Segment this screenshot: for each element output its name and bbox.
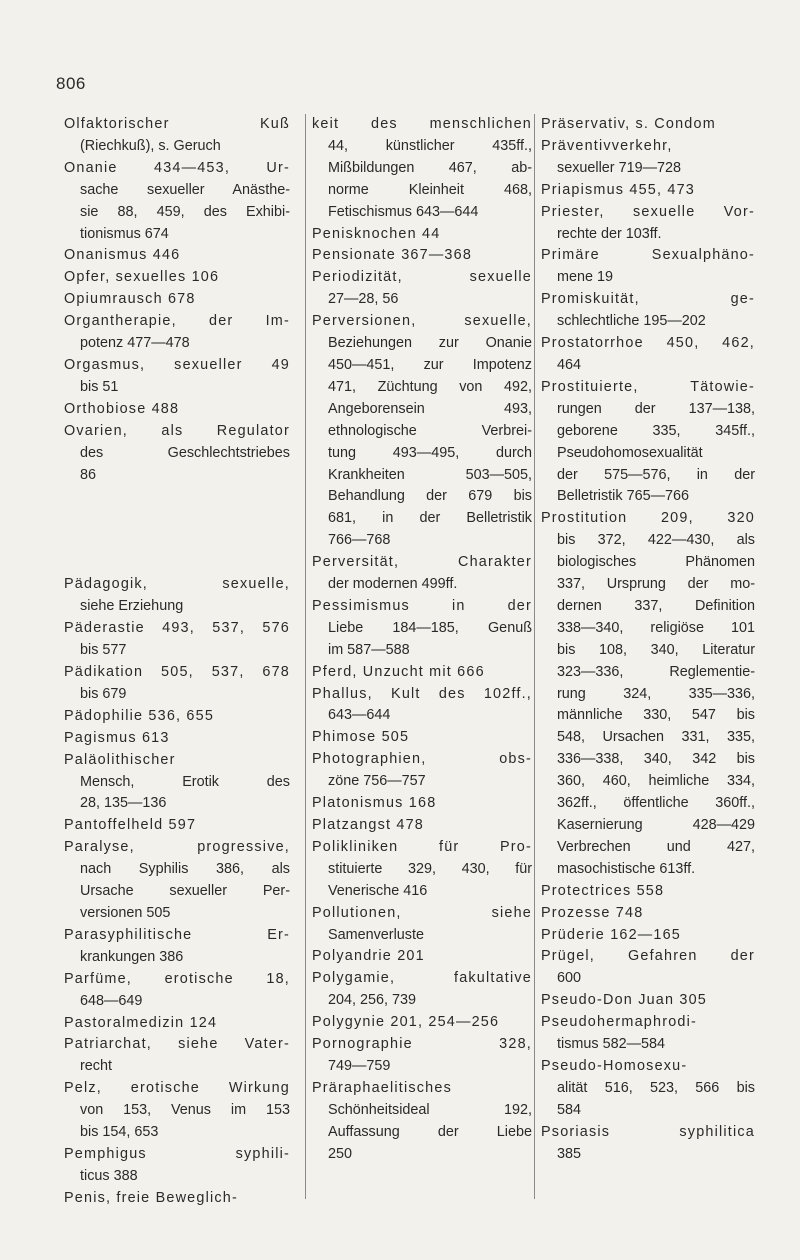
index-entry-continuation: alität 516, 523, 566 bis: [557, 1079, 755, 1096]
index-entry-continuation: Belletristik 765—766: [557, 488, 689, 505]
index-entry-heading: Perversionen, sexuelle,: [312, 313, 532, 330]
index-entry: [64, 969, 290, 1013]
index-entry-heading: Orgasmus, sexueller 49: [64, 356, 290, 373]
index-entry: [64, 815, 290, 837]
index-entry-continuation: biologisches Phänomen: [557, 554, 755, 571]
index-entry-continuation: von 153, Venus im 153: [80, 1102, 290, 1119]
index-entry: [541, 377, 755, 508]
index-entry-heading: Orthobiose 488: [64, 400, 180, 417]
index-entry-continuation: des Geschlechtstriebes: [80, 444, 290, 461]
index-entry-heading: Patriarchat, siehe Vater-: [64, 1036, 290, 1053]
index-entry: [541, 881, 755, 903]
index-entry-heading: Pollutionen, siehe: [312, 904, 532, 921]
index-entry-continuation: Verbrechen und 427,: [557, 838, 755, 855]
index-entry-continuation: Ursache sexueller Per-: [80, 883, 290, 900]
index-entry-heading: Opfer, sexuelles 106: [64, 269, 220, 286]
index-entry-heading: Polikliniken für Pro-: [312, 838, 532, 855]
index-entry-continuation: Venerische 416: [328, 882, 428, 899]
index-entry-heading: Promiskuität, ge-: [541, 291, 755, 308]
index-entry: [312, 793, 532, 815]
index-entry: [64, 1144, 290, 1188]
index-entry-heading: Parfüme, erotische 18,: [64, 970, 290, 987]
index-entry: [541, 946, 755, 990]
index-entry: [541, 990, 755, 1012]
index-entry-continuation: versionen 505: [80, 905, 171, 921]
index-entry: [312, 1078, 532, 1166]
index-entry-continuation: 323—336, Reglementie-: [557, 663, 755, 680]
index-entry-heading: Polygamie, fakultative: [312, 970, 532, 987]
index-entry-continuation: 450—451, zur Impotenz: [328, 356, 532, 373]
index-entry-heading: Pädagogik, sexuelle,: [64, 576, 290, 593]
index-entry-heading: Pseudo-Don Juan 305: [541, 992, 708, 1009]
index-entry: [541, 508, 755, 880]
index-entry: [541, 1012, 755, 1056]
index-entry-continuation: der modernen 499ff.: [328, 576, 458, 593]
index-entry-heading: Periodizität, sexuelle: [312, 269, 532, 286]
index-entry-heading: Pessimismus in der: [312, 597, 532, 614]
index-entry-heading: Protectrices 558: [541, 882, 665, 899]
index-entry: [312, 245, 532, 267]
index-columns: [0, 114, 800, 1234]
index-entry-continuation: 86: [80, 466, 97, 483]
index-entry-continuation: sie 88, 459, des Exhibi-: [80, 203, 290, 220]
section-gap: [64, 486, 290, 574]
index-entry: [312, 311, 532, 552]
index-entry-continuation: norme Kleinheit 468,: [328, 181, 532, 198]
index-entry-continuation: Beziehungen zur Onanie: [328, 335, 532, 352]
index-entry-heading: Prostituierte, Tätowie-: [541, 378, 755, 395]
index-entry-continuation: siehe Erziehung: [80, 598, 184, 615]
index-entry-heading: Paläolithischer: [64, 751, 176, 768]
index-entry: [541, 333, 755, 377]
index-entry-heading: Organtherapie, der Im-: [64, 313, 290, 330]
index-entry-heading: Pelz, erotische Wirkung: [64, 1080, 290, 1097]
index-entry-heading: Onanismus 446: [64, 247, 181, 264]
index-entry: [64, 245, 290, 267]
index-entry: [541, 136, 755, 180]
index-entry-heading: Penis, freie Beweglich-: [64, 1189, 238, 1206]
index-entry: [312, 968, 532, 1012]
index-entry-heading: Phimose 505: [312, 729, 410, 746]
index-entry: [64, 750, 290, 816]
index-entry-heading: Phallus, Kult des 102ff.,: [312, 685, 532, 702]
index-entry-heading: Pastoralmedizin 124: [64, 1014, 218, 1031]
index-entry-heading: Pseudohermaphrodi-: [541, 1014, 697, 1031]
index-entry-heading: Photographien, obs-: [312, 751, 532, 768]
index-entry: [312, 596, 532, 662]
index-entry-continuation: rungen der 137—138,: [557, 400, 755, 417]
index-entry-heading: Prüderie 162—165: [541, 926, 682, 943]
index-entry-continuation: Behandlung der 679 bis: [328, 488, 532, 505]
index-entry: [64, 421, 290, 487]
index-entry-heading: keit des menschlichen: [312, 116, 532, 132]
index-entry: [312, 837, 532, 903]
index-entry: [541, 925, 755, 947]
index-entry-continuation: ethnologische Verbrei-: [328, 422, 532, 439]
index-entry-continuation: tung 493—495, durch: [328, 444, 532, 461]
index-entry-continuation: (Riechkuß), s. Geruch: [80, 137, 221, 154]
index-entry: [64, 267, 290, 289]
index-entry-heading: Präservativ, s. Condom: [541, 116, 716, 132]
index-entry-heading: Pferd, Unzucht mit 666: [312, 663, 485, 680]
index-entry-continuation: 336—338, 340, 342 bis: [557, 751, 755, 768]
index-entry: [64, 925, 290, 969]
index-entry-continuation: 44, künstlicher 435ff.,: [328, 137, 532, 154]
index-entry-heading: Pseudo-Homosexu-: [541, 1057, 688, 1074]
index-entry-continuation: Krankheiten 503—505,: [328, 466, 532, 483]
index-entry: [312, 749, 532, 793]
index-entry-heading: Priapismus 455, 473: [541, 181, 695, 198]
index-entry-continuation: 548, Ursachen 331, 335,: [557, 729, 755, 746]
index-entry-continuation: Kasernierung 428—429: [557, 817, 755, 833]
index-entry: [64, 114, 290, 158]
index-entry-continuation: ticus 388: [80, 1167, 138, 1184]
index-entry: [64, 728, 290, 750]
index-entry: [312, 903, 532, 947]
index-entry-heading: Penisknochen 44: [312, 225, 441, 242]
index-entry: [541, 289, 755, 333]
index-entry-continuation: 681, in der Belletristik: [328, 510, 532, 527]
index-entry-continuation: masochistische 613ff.: [557, 860, 696, 877]
index-entry-heading: Präraphaelitisches: [312, 1079, 452, 1096]
index-entry: [64, 355, 290, 399]
index-column-3: [534, 114, 755, 1199]
index-entry-heading: Polygynie 201, 254—256: [312, 1014, 500, 1031]
index-entry: [64, 399, 290, 421]
index-entry: [64, 1034, 290, 1078]
index-entry-continuation: 362ff., öffentliche 360ff.,: [557, 795, 755, 812]
index-entry-heading: Päderastie 493, 537, 576: [64, 620, 290, 637]
page-number: 806: [56, 74, 86, 93]
index-entry: [64, 837, 290, 925]
index-entry: [64, 1188, 290, 1210]
index-entry-continuation: 27—28, 56: [328, 291, 399, 308]
index-entry-continuation: 204, 256, 739: [328, 992, 417, 1009]
index-entry-continuation: Samenverluste: [328, 926, 424, 943]
index-entry-heading: Pornographie 328,: [312, 1036, 532, 1053]
index-entry-continuation: 464: [557, 356, 582, 373]
index-entry-continuation: zöne 756—757: [328, 773, 426, 790]
index-entry: [312, 1034, 532, 1078]
index-entry-heading: Pagismus 613: [64, 729, 170, 746]
index-entry: [312, 662, 532, 684]
index-entry-continuation: 250: [328, 1145, 353, 1162]
index-entry: [312, 727, 532, 749]
index-entry: [312, 224, 532, 246]
index-entry-continuation: tismus 582—584: [557, 1036, 665, 1053]
index-entry-continuation: Mißbildungen 467, ab-: [328, 159, 532, 176]
index-entry-heading: Primäre Sexualphäno-: [541, 247, 755, 264]
index-entry-continuation: Angeborensein 493,: [328, 400, 532, 417]
index-entry-continuation: rechte der 103ff.: [557, 225, 662, 242]
index-entry-continuation: Fetischismus 643—644: [328, 203, 479, 220]
index-entry-continuation: sexueller 719—728: [557, 159, 681, 176]
index-entry-continuation: Mensch, Erotik des: [80, 773, 290, 790]
index-entry-continuation: sache sexueller Anästhe-: [80, 181, 290, 198]
index-entry: [64, 289, 290, 311]
index-entry-heading: Olfaktorischer Kuß: [64, 116, 290, 132]
index-entry-continuation: 766—768: [328, 532, 391, 549]
index-entry-continuation: dernen 337, Definition: [557, 597, 755, 614]
index-entry: [312, 114, 532, 224]
index-entry-heading: Polyandrie 201: [312, 948, 425, 965]
index-entry-continuation: 643—644: [328, 707, 391, 724]
index-entry-continuation: bis 577: [80, 642, 127, 659]
index-entry-continuation: Auffassung der Liebe: [328, 1123, 532, 1140]
index-entry-continuation: 648—649: [80, 992, 143, 1009]
index-entry: [541, 903, 755, 925]
index-column-1: [64, 114, 290, 1210]
index-entry: [541, 180, 755, 202]
index-entry-continuation: rung 324, 335—336,: [557, 685, 755, 702]
index-entry-continuation: 584: [557, 1101, 582, 1118]
index-entry-heading: Pantoffelheld 597: [64, 817, 197, 834]
index-entry: [64, 311, 290, 355]
index-entry: [64, 706, 290, 728]
index-entry-heading: Pensionate 367—368: [312, 247, 473, 264]
index-entry: [312, 815, 532, 837]
index-entry-heading: Platzangst 478: [312, 817, 425, 833]
index-entry-heading: Prostatorrhoe 450, 462,: [541, 335, 755, 352]
index-entry: [541, 245, 755, 289]
index-entry-continuation: bis 679: [80, 685, 127, 702]
index-entry: [312, 946, 532, 968]
index-entry-continuation: im 587—588: [328, 641, 410, 658]
index-entry: [312, 684, 532, 728]
index-entry-continuation: stituierte 329, 430, für: [328, 860, 532, 877]
index-entry-continuation: potenz 477—478: [80, 335, 190, 352]
index-entry-continuation: bis 154, 653: [80, 1124, 159, 1141]
index-entry-continuation: bis 51: [80, 378, 119, 395]
index-entry-continuation: tionismus 674: [80, 225, 169, 242]
index-entry-continuation: krankungen 386: [80, 948, 184, 965]
index-entry-heading: Pemphigus syphili-: [64, 1145, 290, 1162]
index-entry-continuation: 749—759: [328, 1057, 391, 1074]
index-entry-continuation: 337, Ursprung der mo-: [557, 576, 755, 593]
index-entry-continuation: bis 372, 422—430, als: [557, 532, 755, 549]
index-entry-heading: Parasyphilitische Er-: [64, 926, 290, 943]
index-entry: [312, 1012, 532, 1034]
index-entry-heading: Prügel, Gefahren der: [541, 948, 755, 965]
index-entry-continuation: 600: [557, 970, 582, 987]
index-entry-continuation: Liebe 184—185, Genuß: [328, 619, 532, 636]
index-entry-heading: Opiumrausch 678: [64, 291, 196, 308]
index-entry-heading: Onanie 434—453, Ur-: [64, 159, 290, 176]
index-entry: [541, 202, 755, 246]
index-entry-heading: Priester, sexuelle Vor-: [541, 203, 755, 220]
index-entry-continuation: 471, Züchtung von 492,: [328, 378, 532, 395]
index-entry-heading: Paralyse, progressive,: [64, 839, 290, 856]
index-entry-heading: Platonismus 168: [312, 795, 437, 812]
index-entry-continuation: recht: [80, 1058, 112, 1075]
index-entry-continuation: Schönheitsideal 192,: [328, 1101, 532, 1118]
index-entry-heading: Prostitution 209, 320: [541, 510, 755, 527]
index-entry-heading: Ovarien, als Regulator: [64, 422, 290, 439]
index-entry: [64, 618, 290, 662]
index-entry-heading: Pädophilie 536, 655: [64, 707, 215, 724]
index-entry: [64, 574, 290, 618]
index-entry-continuation: 338—340, religiöse 101: [557, 619, 755, 636]
index-entry: [64, 662, 290, 706]
index-entry: [312, 267, 532, 311]
index-entry: [64, 1078, 290, 1144]
index-entry-heading: Psoriasis syphilitica: [541, 1123, 755, 1140]
index-entry: [541, 1056, 755, 1122]
index-entry-heading: Perversität, Charakter: [312, 554, 532, 571]
index-entry: [64, 1013, 290, 1035]
index-entry: [541, 1122, 755, 1166]
index-entry-continuation: 385: [557, 1145, 582, 1162]
index-entry-continuation: geborene 335, 345ff.,: [557, 422, 755, 439]
index-column-2: [305, 114, 532, 1199]
index-entry-continuation: mene 19: [557, 269, 614, 286]
index-entry: [541, 114, 755, 136]
index-entry-heading: Prozesse 748: [541, 904, 644, 921]
index-entry-continuation: bis 108, 340, Literatur: [557, 641, 755, 658]
index-entry: [312, 552, 532, 596]
index-entry-continuation: männliche 330, 547 bis: [557, 707, 755, 724]
index-entry-continuation: nach Syphilis 386, als: [80, 861, 290, 878]
index-entry-continuation: 28, 135—136: [80, 795, 167, 812]
index-entry-heading: Präventivverkehr,: [541, 137, 673, 154]
index-entry-heading: Pädikation 505, 537, 678: [64, 664, 290, 681]
index-entry-continuation: der 575—576, in der: [557, 466, 755, 483]
index-entry-continuation: 360, 460, heimliche 334,: [557, 773, 755, 790]
index-entry-continuation: schlechtliche 195—202: [557, 313, 706, 330]
index-entry: [64, 158, 290, 246]
index-entry-continuation: Pseudohomosexualität: [557, 444, 703, 461]
